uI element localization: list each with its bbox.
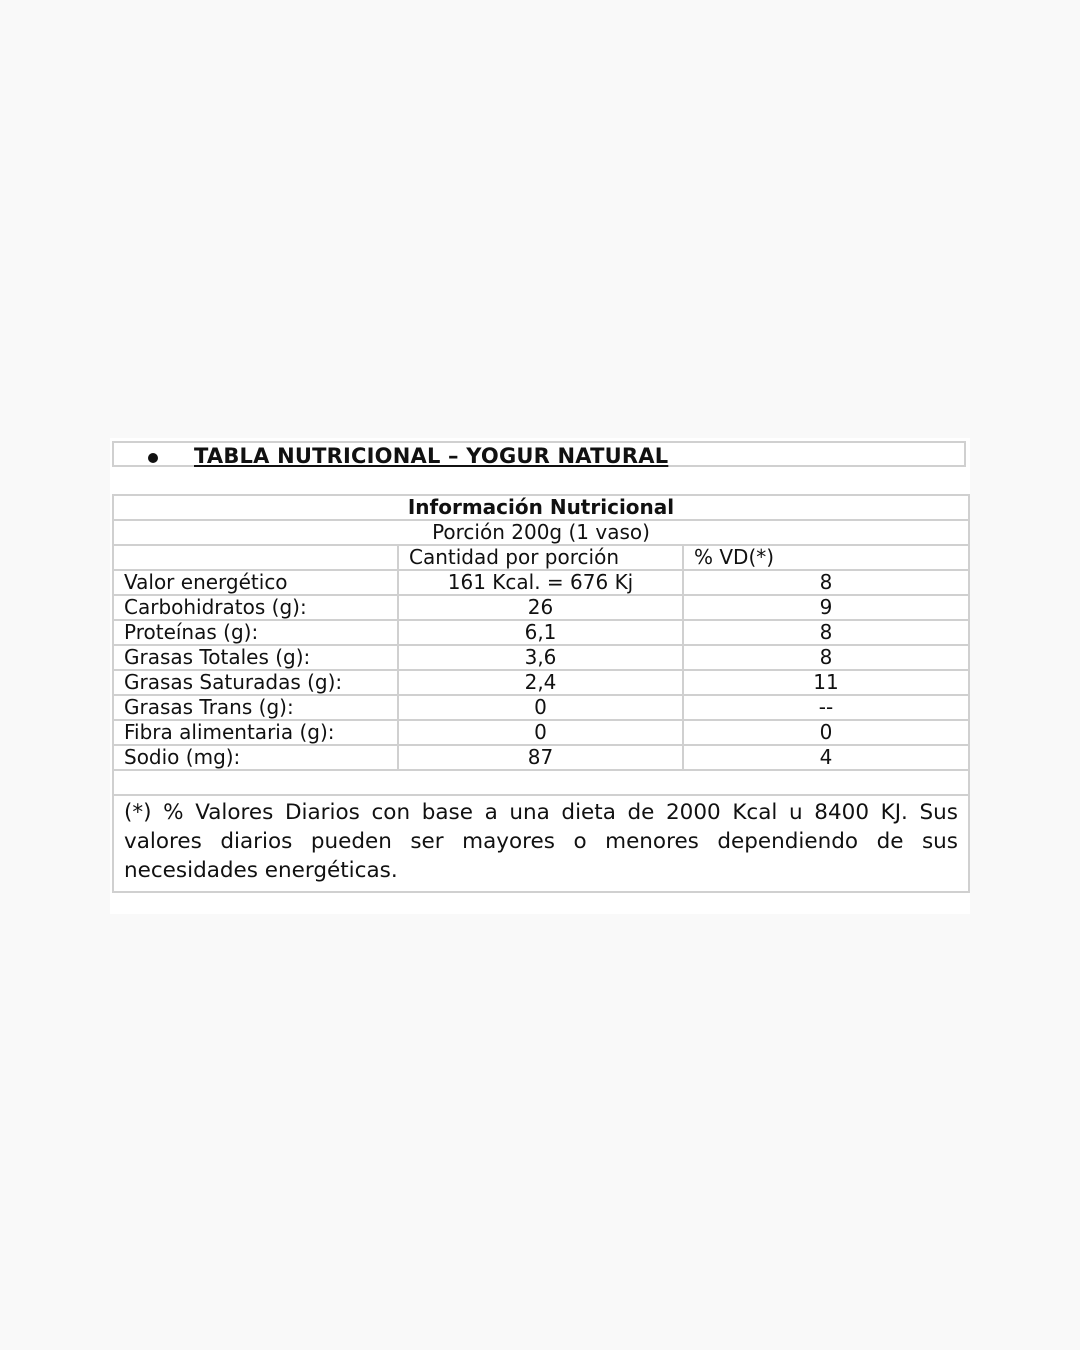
nutrient-amount: 0 — [398, 695, 683, 720]
nutrient-vd: 8 — [683, 645, 969, 670]
nutrient-vd: -- — [683, 695, 969, 720]
table-row — [113, 570, 969, 595]
nutrition-table — [112, 494, 970, 893]
nutrient-label: Grasas Trans (g): — [113, 695, 398, 720]
title-box — [112, 441, 966, 467]
column-header-row — [113, 545, 969, 570]
nutrient-vd: 4 — [683, 745, 969, 770]
bullet-icon — [148, 453, 158, 463]
nutrient-label: Grasas Totales (g): — [113, 645, 398, 670]
table-row — [113, 720, 969, 745]
table-row — [113, 745, 969, 770]
table-row — [113, 595, 969, 620]
nutrient-amount: 0 — [398, 720, 683, 745]
nutrient-vd: 8 — [683, 570, 969, 595]
table-row — [113, 670, 969, 695]
nutrition-document — [110, 438, 970, 914]
nutrient-amount: 26 — [398, 595, 683, 620]
nutrient-label: Proteínas (g): — [113, 620, 398, 645]
nutrient-amount: 3,6 — [398, 645, 683, 670]
serving-row — [113, 520, 969, 545]
nutrient-vd: 9 — [683, 595, 969, 620]
nutrient-amount: 161 Kcal. = 676 Kj — [398, 570, 683, 595]
vd-column-header: % VD(*) — [683, 545, 969, 570]
nutrient-label: Valor energético — [113, 570, 398, 595]
table-heading-row — [113, 495, 969, 520]
nutrient-label: Carbohidratos (g): — [113, 595, 398, 620]
nutrient-amount: 87 — [398, 745, 683, 770]
nutrient-amount: 2,4 — [398, 670, 683, 695]
nutrient-vd: 11 — [683, 670, 969, 695]
nutrient-label: Fibra alimentaria (g): — [113, 720, 398, 745]
spacer-row — [113, 770, 969, 795]
table-row — [113, 645, 969, 670]
nutrient-amount: 6,1 — [398, 620, 683, 645]
serving-size: Porción 200g (1 vaso) — [113, 520, 969, 545]
amount-column-header: Cantidad por porción — [398, 545, 683, 570]
table-heading: Información Nutricional — [113, 495, 969, 520]
table-row — [113, 695, 969, 720]
nutrient-label: Sodio (mg): — [113, 745, 398, 770]
empty-header-cell — [113, 545, 398, 570]
nutrient-label: Grasas Saturadas (g): — [113, 670, 398, 695]
footnote-row — [113, 795, 969, 892]
empty-spacer-cell — [113, 770, 969, 795]
table-row — [113, 620, 969, 645]
nutrient-vd: 8 — [683, 620, 969, 645]
document-title: TABLA NUTRICIONAL – YOGUR NATURAL — [194, 444, 669, 468]
footnote: (*) % Valores Diarios con base a una dieta de 2000 Kcal u 8400 KJ. Sus valores diarios pueden ser mayores o menores dependiendo de sus necesidades energéticas. — [113, 795, 969, 892]
nutrient-vd: 0 — [683, 720, 969, 745]
